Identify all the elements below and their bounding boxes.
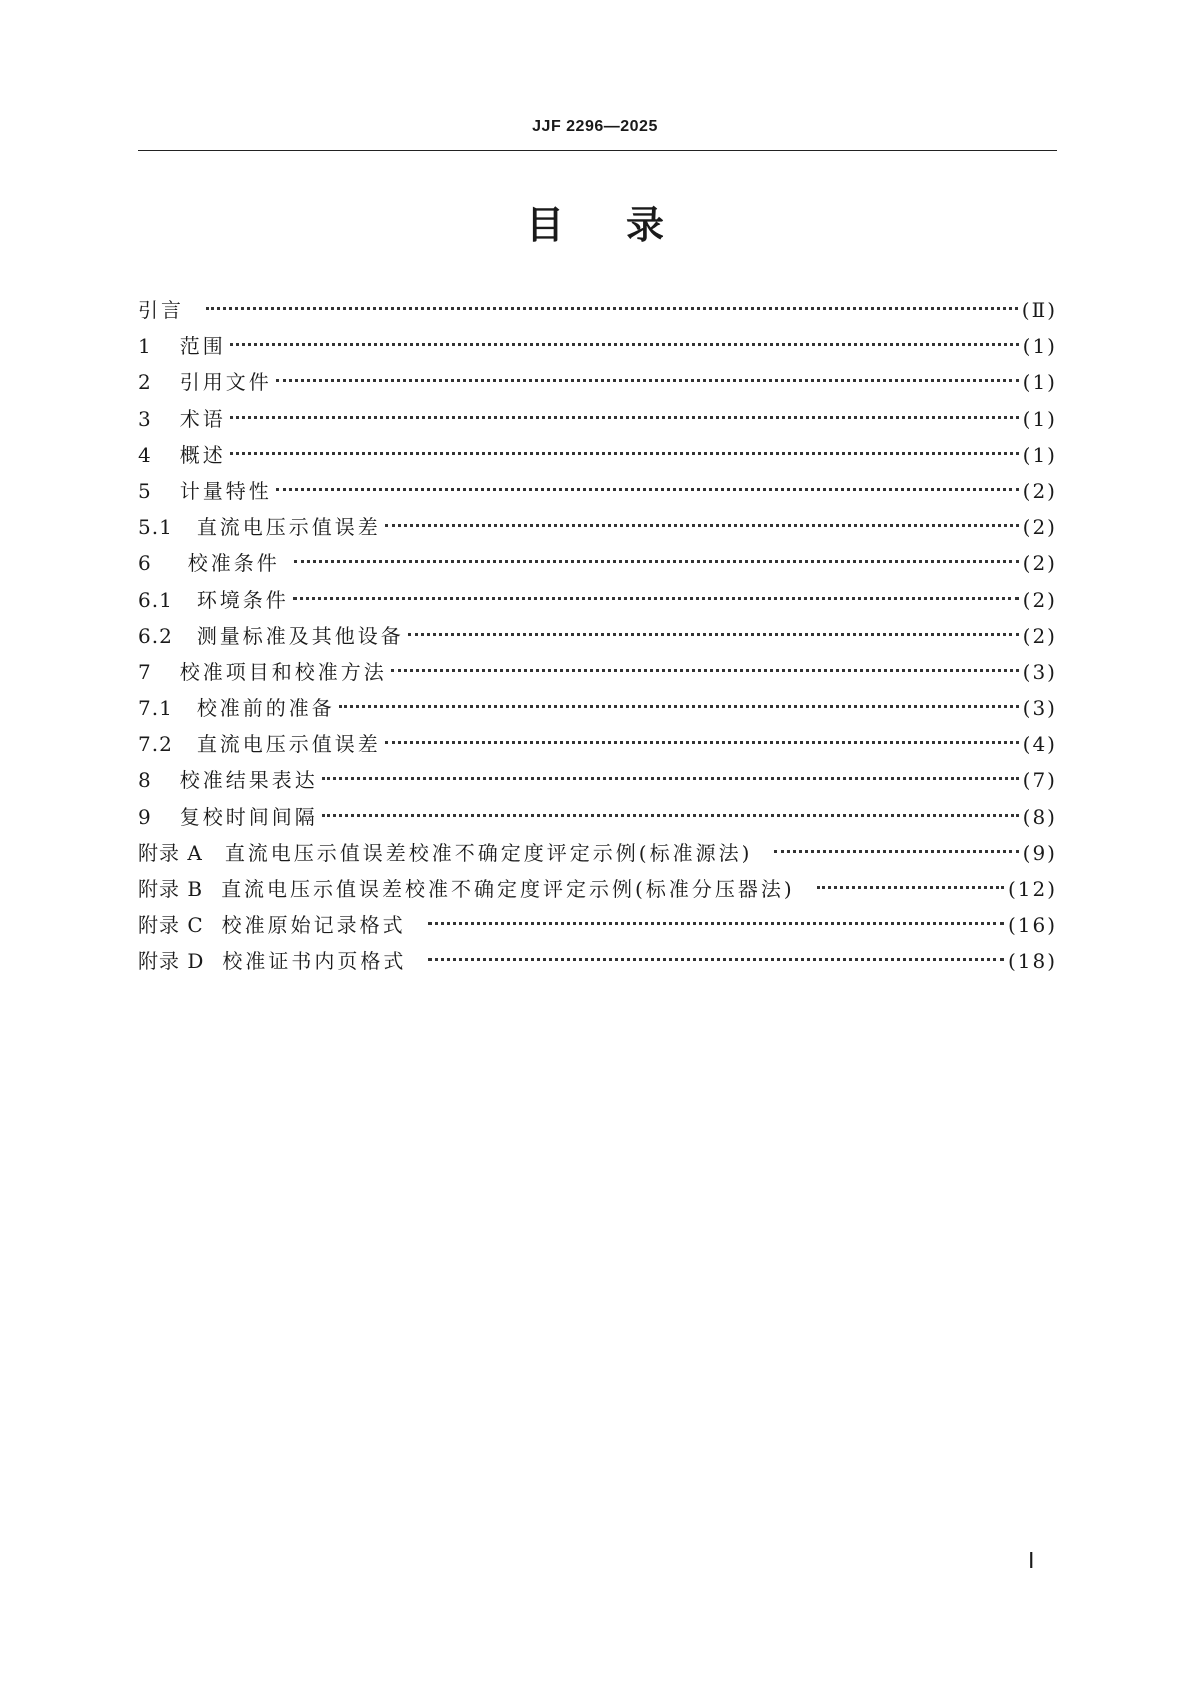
toc-entry[interactable]	[138, 618, 1057, 654]
document-code-header: JJF 2296—2025	[532, 118, 658, 135]
toc-entry-label: 直流电压示值误差	[196, 515, 381, 540]
header-rule	[138, 150, 1057, 151]
toc-entry-page: (12)	[1007, 877, 1057, 901]
page-number: Ⅰ	[1028, 1548, 1035, 1573]
toc-entry[interactable]	[138, 401, 1057, 437]
toc-dot-leader	[322, 777, 1019, 780]
toc-entry-number: 3	[138, 406, 152, 431]
toc-dot-leader	[322, 814, 1019, 817]
toc-dot-leader	[230, 452, 1019, 455]
toc-entry-number: 9	[138, 804, 152, 829]
toc-entry-label: 直流电压示值误差	[196, 732, 381, 757]
toc-entry-number: 7	[138, 659, 152, 684]
toc-entry-number: 2	[138, 370, 152, 395]
toc-entry-page: (2)	[1022, 587, 1057, 612]
toc-entry-number: 7.1	[138, 696, 173, 721]
toc-entry[interactable]	[138, 582, 1057, 618]
toc-title-char-1: 目	[525, 203, 564, 247]
toc-entry[interactable]	[138, 762, 1057, 798]
toc-entry-label: 校准条件	[187, 551, 280, 576]
toc-entry[interactable]	[138, 437, 1057, 473]
toc-entry-page: (3)	[1022, 659, 1057, 684]
toc-entry-label: 引用文件	[179, 370, 272, 395]
toc-entry[interactable]	[138, 509, 1057, 545]
toc-entry-label: 概述	[179, 442, 226, 467]
toc-entry-number: 附录 C	[138, 913, 204, 938]
toc-entry-page: (2)	[1022, 623, 1057, 648]
toc-entry-number: 1	[138, 334, 152, 359]
toc-entry-label: 校准原始记录格式	[221, 913, 406, 938]
toc-dot-leader	[774, 850, 1018, 853]
toc-dot-leader	[428, 958, 1004, 961]
toc-entry-number: 6.2	[138, 623, 173, 648]
toc-entry[interactable]	[138, 690, 1057, 726]
toc-entry-page: (1)	[1022, 334, 1057, 359]
toc-entry-page: (18)	[1007, 949, 1057, 974]
toc-entry-label: 校准项目和校准方法	[179, 659, 387, 684]
toc-entry[interactable]	[138, 545, 1057, 581]
toc-entry-label: 计量特性	[179, 478, 272, 503]
toc-dot-leader	[339, 705, 1019, 708]
toc-entry[interactable]	[138, 292, 1057, 328]
toc-entry-page: (9)	[1022, 840, 1057, 865]
toc-entry-page: (1)	[1022, 406, 1057, 431]
toc-entry-page: (1)	[1022, 370, 1057, 395]
toc-entry[interactable]	[138, 943, 1057, 979]
toc-entry-page: (2)	[1022, 551, 1057, 576]
toc-entry-label: 范围	[179, 334, 226, 359]
toc-entry[interactable]	[138, 654, 1057, 690]
toc-entry-page: (3)	[1022, 696, 1057, 721]
toc-entry[interactable]	[138, 473, 1057, 509]
toc-entry-page: (2)	[1022, 515, 1057, 540]
toc-entry[interactable]	[138, 726, 1057, 762]
toc-entry[interactable]	[138, 364, 1057, 400]
toc-entry-label: 直流电压示值误差校准不确定度评定示例(标准源法)	[224, 840, 753, 865]
toc-entry-label: 直流电压示值误差校准不确定度评定示例(标准分压器法)	[221, 877, 795, 901]
toc-dot-leader	[276, 488, 1019, 491]
toc-dot-leader	[391, 669, 1019, 672]
toc-entry-number: 4	[138, 442, 152, 467]
toc-dot-leader	[428, 922, 1004, 925]
toc-entry-number: 5	[138, 478, 152, 503]
toc-entry-label: 术语	[179, 406, 226, 431]
toc-entry-number: 附录 A	[138, 840, 203, 865]
toc-dot-leader	[817, 886, 1004, 889]
table-of-contents	[138, 292, 1057, 980]
toc-entry-number: 8	[138, 768, 152, 793]
toc-entry[interactable]	[138, 799, 1057, 835]
toc-entry-number: 附录 D	[138, 949, 205, 974]
toc-entry-page: (7)	[1022, 768, 1057, 793]
toc-entry[interactable]	[138, 871, 1057, 907]
toc-entry-label: 校准前的准备	[196, 696, 335, 721]
toc-dot-leader	[294, 560, 1019, 563]
toc-title	[0, 200, 1190, 250]
toc-entry-number: 5.1	[138, 515, 173, 540]
toc-entry-page: (2)	[1022, 478, 1057, 503]
toc-entry-page: (1)	[1022, 442, 1057, 467]
toc-dot-leader	[385, 524, 1019, 527]
toc-entry-number: 附录 B	[138, 877, 204, 901]
toc-entry-label: 校准证书内页格式	[222, 949, 407, 974]
toc-entry-number: 6.1	[138, 587, 173, 612]
toc-dot-leader	[276, 379, 1019, 382]
toc-dot-leader	[385, 741, 1019, 744]
toc-dot-leader	[408, 633, 1019, 636]
toc-entry-number: 6	[138, 551, 152, 576]
toc-title-char-2: 录	[626, 203, 665, 247]
toc-entry[interactable]	[138, 328, 1057, 364]
toc-entry-page: (Ⅱ)	[1021, 298, 1057, 322]
toc-dot-leader	[230, 343, 1019, 346]
toc-entry-number: 7.2	[138, 732, 173, 757]
toc-dot-leader	[206, 307, 1018, 310]
toc-entry[interactable]	[138, 907, 1057, 943]
toc-entry-page: (8)	[1022, 804, 1057, 829]
toc-dot-leader	[230, 416, 1019, 419]
toc-entry-page: (16)	[1007, 913, 1057, 938]
toc-entry-label: 引言	[138, 298, 184, 322]
toc-entry[interactable]	[138, 835, 1057, 871]
toc-entry-page: (4)	[1022, 732, 1057, 757]
toc-entry-label: 环境条件	[196, 587, 289, 612]
toc-dot-leader	[293, 597, 1019, 600]
toc-entry-label: 测量标准及其他设备	[196, 623, 404, 648]
toc-entry-label: 校准结果表达	[179, 768, 318, 793]
toc-entry-label: 复校时间间隔	[179, 804, 318, 829]
